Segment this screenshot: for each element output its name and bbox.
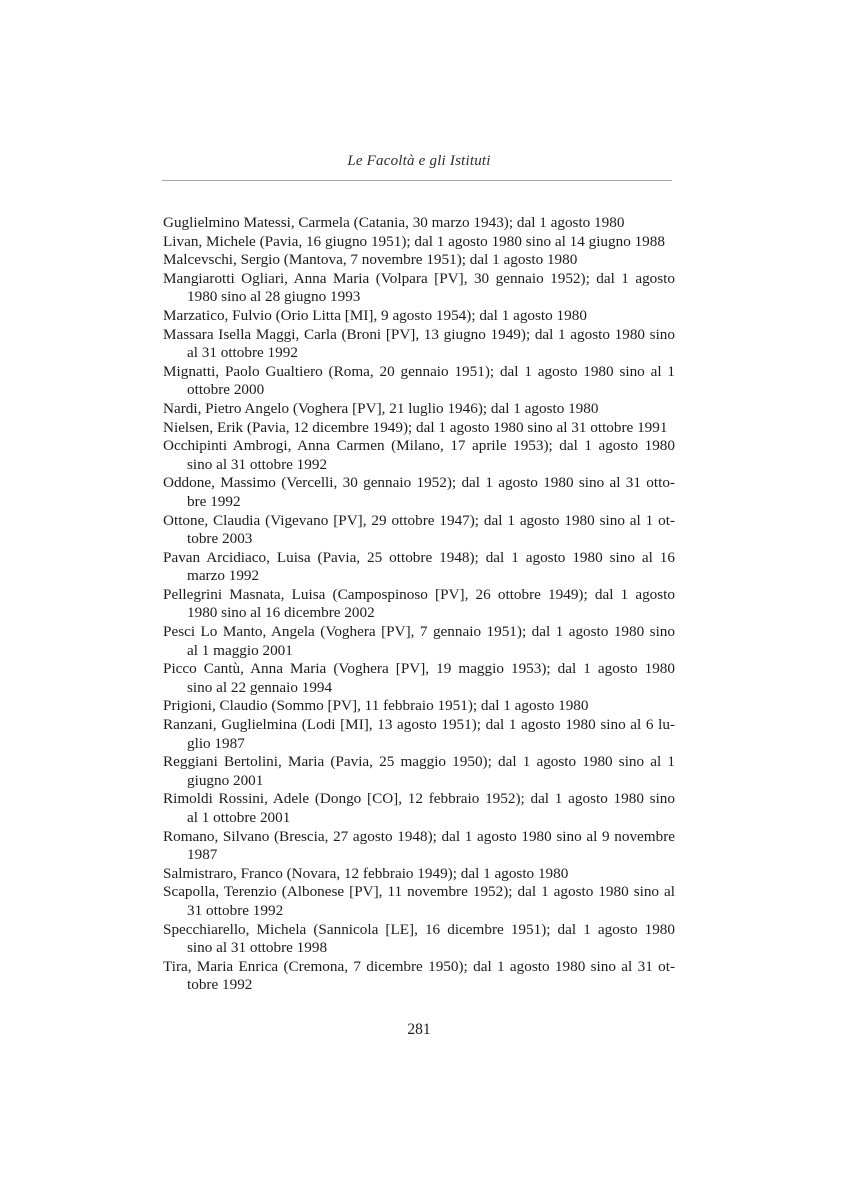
- faculty-entry: [163, 865, 675, 884]
- entry-line: Massara Isella Maggi, Carla (Broni [PV], 13 giugno 1949); dal 1 agosto 1980 sino: [163, 325, 675, 343]
- entry-line: Tira, Maria Enrica (Cremona, 7 dicembre 1950); dal 1 agosto 1980 sino al 31 ot-: [163, 957, 675, 975]
- entry-line: Prigioni, Claudio (Sommo [PV], 11 febbraio 1951); dal 1 agosto 1980: [163, 697, 589, 715]
- faculty-entry: [163, 270, 675, 307]
- entry-line: Marzatico, Fulvio (Orio Litta [MI], 9 agosto 1954); dal 1 agosto 1980: [163, 306, 587, 324]
- faculty-entry: [163, 437, 675, 474]
- faculty-entry: [163, 623, 675, 660]
- entry-line: Pellegrini Masnata, Luisa (Campospinoso [PV], 26 ottobre 1949); dal 1 agosto: [163, 585, 675, 603]
- faculty-list: [163, 214, 675, 995]
- entry-line: Malcevschi, Sergio (Mantova, 7 novembre 1951); dal 1 agosto 1980: [163, 251, 578, 269]
- faculty-entry: [163, 251, 675, 270]
- entry-continuation-line: bre 1992: [187, 492, 241, 510]
- entry-line: Mignatti, Paolo Gualtiero (Roma, 20 gennaio 1951); dal 1 agosto 1980 sino al 1: [163, 362, 675, 380]
- faculty-entry: [163, 790, 675, 827]
- faculty-entry: [163, 921, 675, 958]
- entry-continuation-line: 1980 sino al 16 dicembre 2002: [187, 604, 375, 622]
- faculty-entry: [163, 828, 675, 865]
- running-header: Le Facoltà e gli Istituti: [347, 153, 491, 169]
- entry-line: Romano, Silvano (Brescia, 27 agosto 1948); dal 1 agosto 1980 sino al 9 novembre: [163, 827, 675, 845]
- entry-line: Scapolla, Terenzio (Albonese [PV], 11 novembre 1952); dal 1 agosto 1980 sino al: [163, 883, 675, 901]
- faculty-entry: [163, 233, 675, 252]
- entry-continuation-line: tobre 1992: [187, 976, 253, 994]
- faculty-entry: [163, 474, 675, 511]
- entry-line: Pavan Arcidiaco, Luisa (Pavia, 25 ottobre 1948); dal 1 agosto 1980 sino al 16: [163, 548, 675, 566]
- page-number: 281: [407, 1021, 431, 1038]
- entry-line: Guglielmino Matessi, Carmela (Catania, 30 marzo 1943); dal 1 agosto 1980: [163, 214, 625, 231]
- faculty-entry: [163, 307, 675, 326]
- header-rule: [162, 180, 672, 181]
- entry-continuation-line: al 31 ottobre 1992: [187, 344, 298, 362]
- entry-line: Picco Cantù, Anna Maria (Voghera [PV], 19 maggio 1953); dal 1 agosto 1980: [163, 660, 675, 678]
- entry-line: Oddone, Massimo (Vercelli, 30 gennaio 1952); dal 1 agosto 1980 sino al 31 otto-: [163, 474, 675, 492]
- entry-continuation-line: glio 1987: [187, 734, 245, 752]
- faculty-entry: [163, 716, 675, 753]
- faculty-entry: [163, 214, 675, 233]
- faculty-entry: [163, 586, 675, 623]
- faculty-entry: [163, 958, 675, 995]
- faculty-entry: [163, 512, 675, 549]
- entry-continuation-line: marzo 1992: [187, 567, 260, 585]
- entry-line: Ottone, Claudia (Vigevano [PV], 29 ottobre 1947); dal 1 agosto 1980 sino al 1 ot-: [163, 511, 675, 529]
- entry-continuation-line: al 1 ottobre 2001: [187, 809, 291, 826]
- faculty-entry: [163, 697, 675, 716]
- entry-continuation-line: giugno 2001: [187, 771, 264, 789]
- entry-line: Pesci Lo Manto, Angela (Voghera [PV], 7 gennaio 1951); dal 1 agosto 1980 sino: [163, 623, 675, 641]
- entry-continuation-line: sino al 31 ottobre 1998: [187, 939, 328, 957]
- faculty-entry: [163, 326, 675, 363]
- entry-line: Mangiarotti Ogliari, Anna Maria (Volpara [PV], 30 gennaio 1952); dal 1 agosto: [163, 269, 675, 287]
- entry-line: Nielsen, Erik (Pavia, 12 dicembre 1949); dal 1 agosto 1980 sino al 31 ottobre 1991: [163, 418, 668, 436]
- entry-line: Livan, Michele (Pavia, 16 giugno 1951); dal 1 agosto 1980 sino al 14 giugno 1988: [163, 232, 665, 250]
- entry-line: Salmistraro, Franco (Novara, 12 febbraio 1949); dal 1 agosto 1980: [163, 864, 569, 882]
- entry-line: Occhipinti Ambrogi, Anna Carmen (Milano, 17 aprile 1953); dal 1 agosto 1980: [163, 437, 675, 455]
- entry-continuation-line: sino al 31 ottobre 1992: [187, 455, 328, 473]
- faculty-entry: [163, 753, 675, 790]
- faculty-entry: [163, 660, 675, 697]
- entry-line: Reggiani Bertolini, Maria (Pavia, 25 maggio 1950); dal 1 agosto 1980 sino al 1: [163, 753, 675, 771]
- faculty-entry: [163, 363, 675, 400]
- faculty-entry: [163, 400, 675, 419]
- faculty-entry: [163, 883, 675, 920]
- entry-line: Nardi, Pietro Angelo (Voghera [PV], 21 luglio 1946); dal 1 agosto 1980: [163, 399, 599, 417]
- entry-line: Ranzani, Guglielmina (Lodi [MI], 13 agosto 1951); dal 1 agosto 1980 sino al 6 lu-: [163, 716, 675, 734]
- entry-continuation-line: al 1 maggio 2001: [187, 641, 293, 659]
- entry-continuation-line: ottobre 2000: [187, 381, 265, 399]
- faculty-entry: [163, 419, 675, 438]
- entry-continuation-line: tobre 2003: [187, 530, 253, 548]
- entry-line: Specchiarello, Michela (Sannicola [LE], 16 dicembre 1951); dal 1 agosto 1980: [163, 920, 675, 938]
- entry-continuation-line: 1987: [187, 846, 218, 864]
- entry-continuation-line: 31 ottobre 1992: [187, 901, 284, 919]
- entry-line: Rimoldi Rossini, Adele (Dongo [CO], 12 febbraio 1952); dal 1 agosto 1980 sino: [163, 790, 675, 808]
- entry-continuation-line: sino al 22 gennaio 1994: [187, 678, 333, 696]
- entry-continuation-line: 1980 sino al 28 giugno 1993: [187, 288, 361, 306]
- faculty-entry: [163, 549, 675, 586]
